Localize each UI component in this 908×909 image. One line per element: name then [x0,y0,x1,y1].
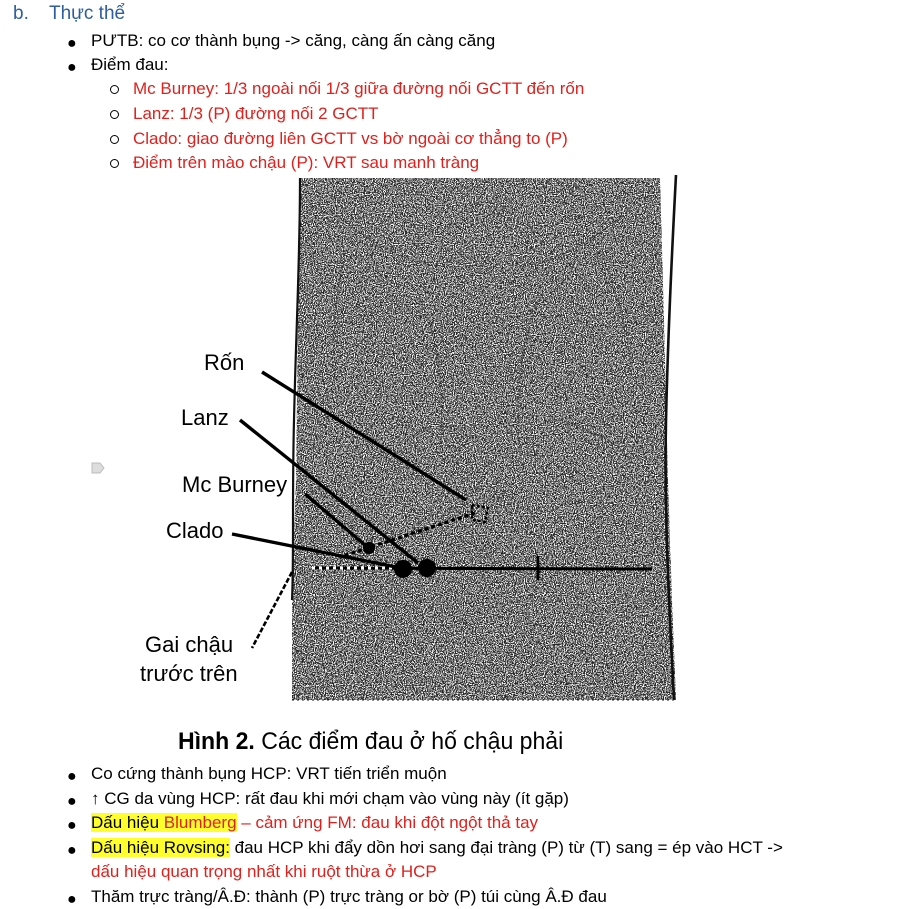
pain-point-mcburney: Mc Burney: 1/3 ngoài nối 1/3 giữa đường nối GCTT đến rốn [133,79,585,98]
label-lanz: Lanz [181,405,229,430]
highlight-blumberg: Blumberg [163,813,237,832]
caption-text: Các điểm đau ở hố chậu phải [254,728,564,755]
list-item-blumberg [91,812,538,833]
label-truoc-tren: trước trên [140,661,238,686]
list-item-rovsing [91,837,783,858]
clado-point [394,560,412,578]
label-ron: Rốn [204,350,245,375]
pain-point-lanz: Lanz: 1/3 (P) đường nối 2 GCTT [133,104,379,123]
bullet-dot: ● [67,817,77,834]
list-item: ↑ CG da vùng HCP: rất đau khi mới chạm vào vùng này (ít gặp) [91,789,569,808]
blumberg-description: – cảm ứng FM: đau khi đột ngột thả tay [236,813,539,832]
torso-shading [292,178,676,700]
rovsing-importance: dấu hiệu quan trọng nhất khi ruột thừa ở HCP [91,862,437,881]
gai-chau-pointer [252,572,292,648]
bullet-dot: ● [67,59,77,76]
margin-marker-icon [92,463,104,473]
label-clado: Clado [166,518,224,543]
section-title: Thực thể [49,3,126,24]
list-item: PƯTB: co cơ thành bụng -> căng, càng ấn càng căng [91,31,496,50]
pain-point-clado: Clado: giao đường liên GCTT vs bờ ngoài cơ thẳng to (P) [133,129,568,148]
pain-point-iliac-crest: Điểm trên mào chậu (P): VRT sau manh tràng [133,153,480,172]
bullet-dot: ● [67,768,77,785]
caption-figure-number: Hình 2. [178,728,255,755]
figure-caption [178,728,563,756]
label-gai-chau: Gai chậu [145,632,234,657]
list-item: Co cứng thành bụng HCP: VRT tiến triển muộn [91,764,447,783]
lanz-point [418,559,436,577]
label-mcburney: Mc Burney [182,472,288,497]
rovsing-description: đau HCP khi đẩy dồn hơi sang đại tràng (P) từ (T) sang = ép vào HCT -> [229,838,783,857]
highlight-rovsing: Dấu hiệu Rovsing: [91,838,230,857]
section-number: b. [13,3,29,24]
list-item: Điểm đau: [91,55,169,74]
bullet-dot: ● [67,35,77,52]
mcburney-point [363,542,375,554]
bullet-dot: ● [67,842,77,859]
bullet-dot: ● [67,793,77,810]
bullet-dot: ● [67,891,77,908]
highlight-dau-hieu: Dấu hiệu [91,813,164,832]
list-item: Thăm trực tràng/Â.Đ: thành (P) trực tràng or bờ (P) túi cùng Â.Đ đau [91,887,607,906]
